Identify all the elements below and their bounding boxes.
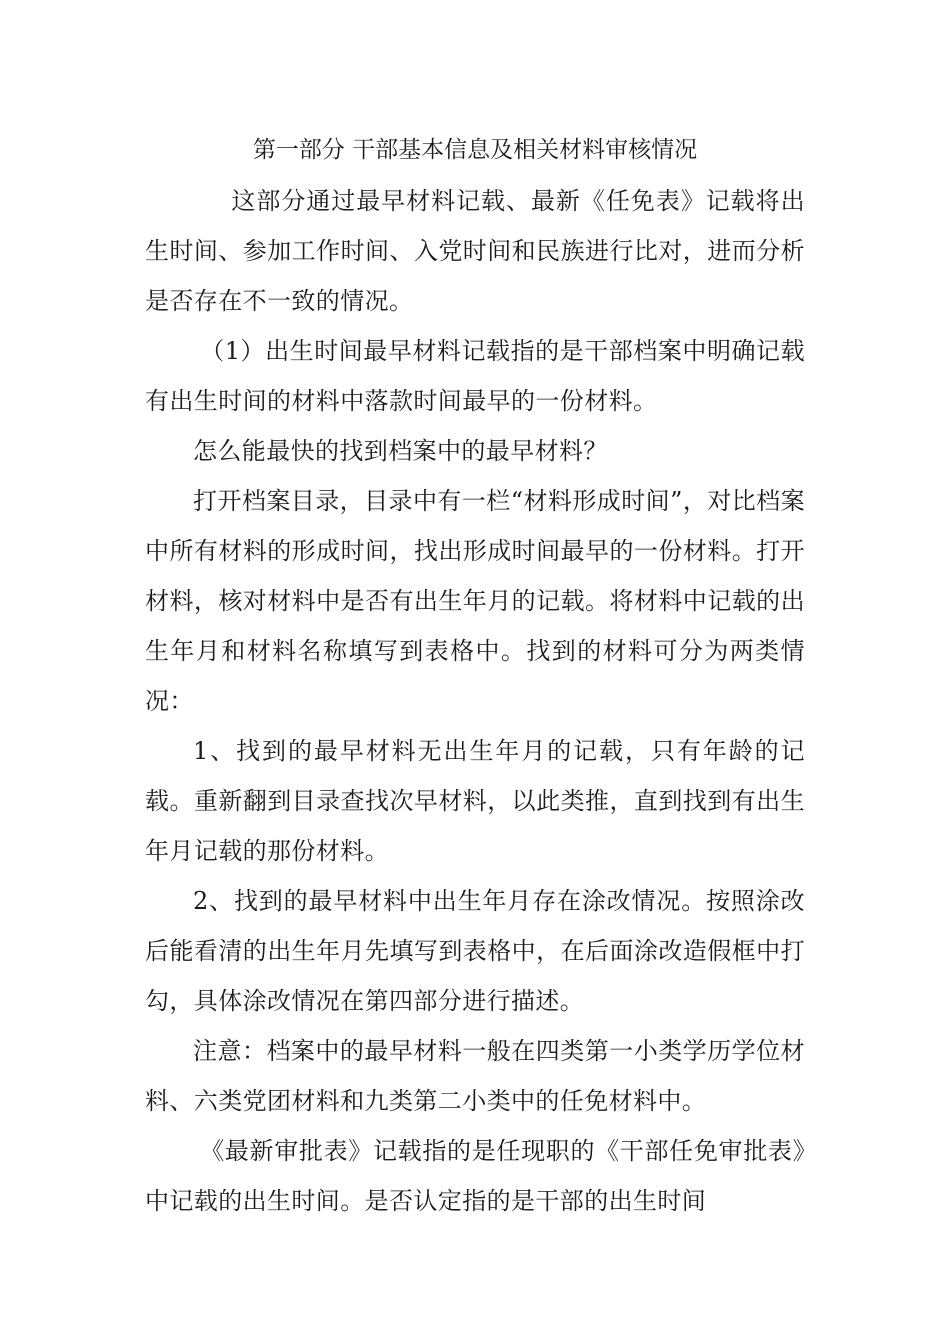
paragraph-birth-definition: （1）出生时间最早材料记载指的是干部档案中明确记载有出生时间的材料中落款时间最早的一份材料。 xyxy=(145,337,805,415)
paragraph-note: 注意：档案中的最早材料一般在四类第一小类学历学位材料、六类党团材料和九类第二小类中的任免材料中。 xyxy=(145,1037,805,1115)
paragraph-question: 怎么能最快的找到档案中的最早材料？ xyxy=(193,437,608,465)
paragraph-latest-form: 《最新审批表》记载指的是任现职的《干部任免审批表》中记载的出生时间。是否认定指的是干部的出生时间 xyxy=(145,1137,805,1215)
paragraph-steps: 打开档案目录，目录中有一栏“材料形成时间”，对比档案中所有材料的形成时间，找出形成时间最早的一份材料。打开材料，核对材料中是否有出生年月的记载。将材料中记载的出生年月和材料名称填写到表格中。找到的材料可分为两类情况： xyxy=(145,487,805,715)
paragraph-intro: 这部分通过最早材料记载、最新《任免表》记载将出生时间、参加工作时间、入党时间和民族进行比对，进而分析是否存在不一致的情况。 xyxy=(145,187,805,315)
paragraph-case-1: 1、找到的最早材料无出生年月的记载，只有年龄的记载。重新翻到目录查找次早材料，以此类推，直到找到有出生年月记载的那份材料。 xyxy=(145,737,805,865)
document-title: 第一部分 干部基本信息及相关材料审核情况 xyxy=(252,137,698,163)
paragraph-case-2: 2、找到的最早材料中出生年月存在涂改情况。按照涂改后能看清的出生年月先填写到表格中，在后面涂改造假框中打勾，具体涂改情况在第四部分进行描述。 xyxy=(145,887,805,1015)
document-body xyxy=(145,176,805,1226)
